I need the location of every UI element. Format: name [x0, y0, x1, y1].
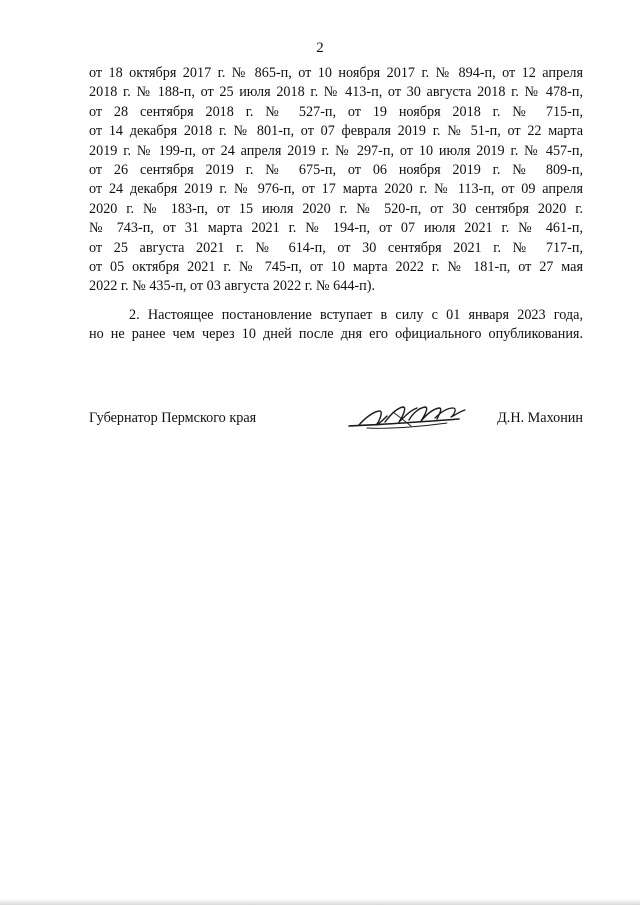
text-line-content: 2. Настоящее постановление вступает в силу с 01 января 2023 года,: [129, 306, 583, 323]
paragraph-effective-date: [89, 306, 583, 345]
text-line: от 26 сентября 2019 г. № 675-п, от 06 ноября 2019 г. № 809-п,: [89, 162, 583, 179]
text-line: 2019 г. № 199-п, от 24 апреля 2019 г. № 297-п, от 10 июля 2019 г. № 457-п,: [89, 142, 583, 159]
signer-title: Губернатор Пермского края: [89, 410, 257, 426]
text-line: от 28 сентября 2018 г. № 527-п, от 19 ноября 2018 г. № 715-п,: [89, 103, 583, 120]
text-line: от 18 октября 2017 г. № 865-п, от 10 ноября 2017 г. № 894-п, от 12 апреля: [89, 65, 583, 81]
text-line: № 743-п, от 31 марта 2021 г. № 194-п, от 07 июля 2021 г. № 461-п,: [89, 220, 583, 237]
signer-name: Д.Н. Махонин: [497, 410, 583, 426]
paragraph-amendments-list: [89, 64, 583, 297]
text-line: от 24 декабря 2019 г. № 976-п, от 17 марта 2020 г. № 113-п, от 09 апреля: [89, 181, 583, 198]
text-line: от 14 декабря 2018 г. № 801-п, от 07 февраля 2019 г. № 51-п, от 22 марта: [89, 123, 583, 140]
text-line: от 05 октября 2021 г. № 745-п, от 10 марта 2022 г. № 181-п, от 27 мая: [89, 259, 583, 276]
page-number: 2: [316, 40, 324, 56]
scan-edge-shadow: [0, 899, 640, 905]
text-line: 2020 г. № 183-п, от 15 июля 2020 г. № 520-п, от 30 сентября 2020 г.: [89, 200, 583, 217]
text-line-indented: [89, 306, 583, 325]
text-line: 2018 г. № 188-п, от 25 июля 2018 г. № 413-п, от 30 августа 2018 г. № 478-п,: [89, 84, 583, 101]
text-line: 2022 г. № 435-п, от 03 августа 2022 г. № 644-п).: [89, 278, 376, 295]
signature-block: [89, 404, 583, 444]
body-text: [89, 64, 583, 345]
handwritten-signature: [347, 398, 477, 438]
text-line: от 25 августа 2021 г. № 614-п, от 30 сентября 2021 г. № 717-п,: [89, 239, 583, 256]
text-line: но не ранее чем через 10 дней после дня его официального опубликования.: [89, 326, 583, 343]
